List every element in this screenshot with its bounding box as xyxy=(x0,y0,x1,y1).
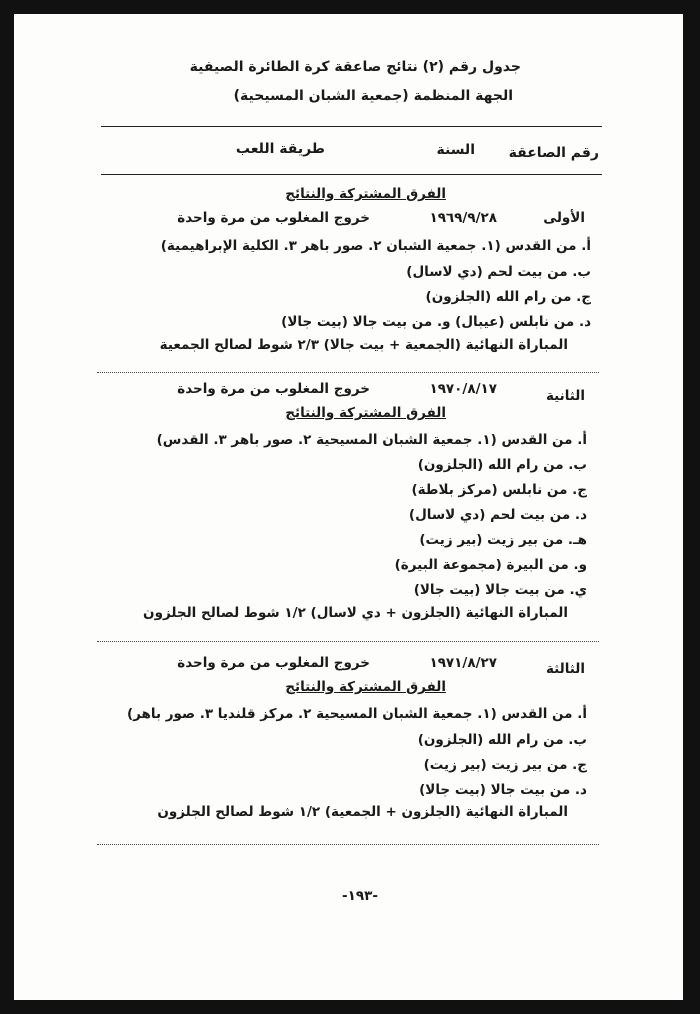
section1-heading: الفرق المشتركة والنتائج xyxy=(285,186,446,202)
column-header-number: رقم الصاعقة xyxy=(508,145,599,161)
section2-team-line: ج. من نابلس (مركز بلاطة) xyxy=(411,482,587,498)
section3-method: خروج المغلوب من مرة واحدة xyxy=(177,655,370,671)
section2-team-line: هـ. من بير زيت (بير زيت) xyxy=(419,532,587,548)
section3-team-line: ج. من بير زيت (بير زيت) xyxy=(423,757,587,773)
column-header-year: السنة xyxy=(436,142,475,158)
section2-team-line: و. من البيرة (مجموعة البيرة) xyxy=(394,557,587,573)
section2-team-line: أ. من القدس (١. جمعية الشبان المسيحية ٢. صور باهر ٣. القدس) xyxy=(156,432,587,448)
section2-team-line: ي. من بيت جالا (بيت جالا) xyxy=(413,582,587,598)
page-number: -١٩٣- xyxy=(342,888,378,904)
section3-final: المباراة النهائية (الجلزون + الجمعية) ١/٢ شوط لصالح الجلزون xyxy=(157,804,568,820)
section3-team-line: أ. من القدس (١. جمعية الشبان المسيحية ٢. مركز قلنديا ٣. صور باهر) xyxy=(126,706,587,722)
section2-number: الثانية xyxy=(545,388,585,404)
section-divider xyxy=(97,844,599,845)
section1-team-line: أ. من القدس (١. جمعية الشبان ٢. صور باهر ٣. الكلية الإبراهيمية) xyxy=(160,238,591,254)
section1-team-line: ج. من رام الله (الجلزون) xyxy=(425,289,591,305)
section3-team-line: د. من بيت جالا (بيت جالا) xyxy=(419,782,587,798)
section-divider xyxy=(97,372,599,373)
section2-team-line: ب. من رام الله (الجلزون) xyxy=(417,457,587,473)
section3-heading: الفرق المشتركة والنتائج xyxy=(285,679,446,695)
section2-final: المباراة النهائية (الجلزون + دي لاسال) ١/٢ شوط لصالح الجلزون xyxy=(143,605,568,621)
section1-team-line: ب. من بيت لحم (دي لاسال) xyxy=(406,264,591,280)
section-divider xyxy=(97,641,599,642)
section2-heading: الفرق المشتركة والنتائج xyxy=(285,405,446,421)
column-header-method: طريقة اللعب xyxy=(235,141,325,157)
section3-team-line: ب. من رام الله (الجلزون) xyxy=(417,732,587,748)
document-page xyxy=(14,14,683,1000)
organizer-line: الجهة المنظمة (جمعية الشبان المسيحية) xyxy=(233,88,513,104)
section1-final: المباراة النهائية (الجمعية + بيت جالا) ٢/٣ شوط لصالح الجمعية xyxy=(159,337,568,353)
section2-date: ١٩٧٠/٨/١٧ xyxy=(429,381,497,397)
header-top-rule xyxy=(101,126,602,127)
section1-number: الأولى xyxy=(543,210,585,226)
section2-team-line: د. من بيت لحم (دي لاسال) xyxy=(408,507,587,523)
section1-team-line: د. من نابلس (عيبال) و. من بيت جالا (بيت جالا) xyxy=(281,314,591,330)
section3-date: ١٩٧١/٨/٢٧ xyxy=(429,655,497,671)
section1-date: ١٩٦٩/٩/٢٨ xyxy=(429,210,497,226)
header-bottom-rule xyxy=(101,174,602,175)
section2-method: خروج المغلوب من مرة واحدة xyxy=(177,381,370,397)
table-title: جدول رقم (٢) نتائج صاعقة كرة الطائرة الصيفية xyxy=(189,59,521,75)
section1-method: خروج المغلوب من مرة واحدة xyxy=(177,210,370,226)
section3-number: الثالثة xyxy=(545,661,585,677)
